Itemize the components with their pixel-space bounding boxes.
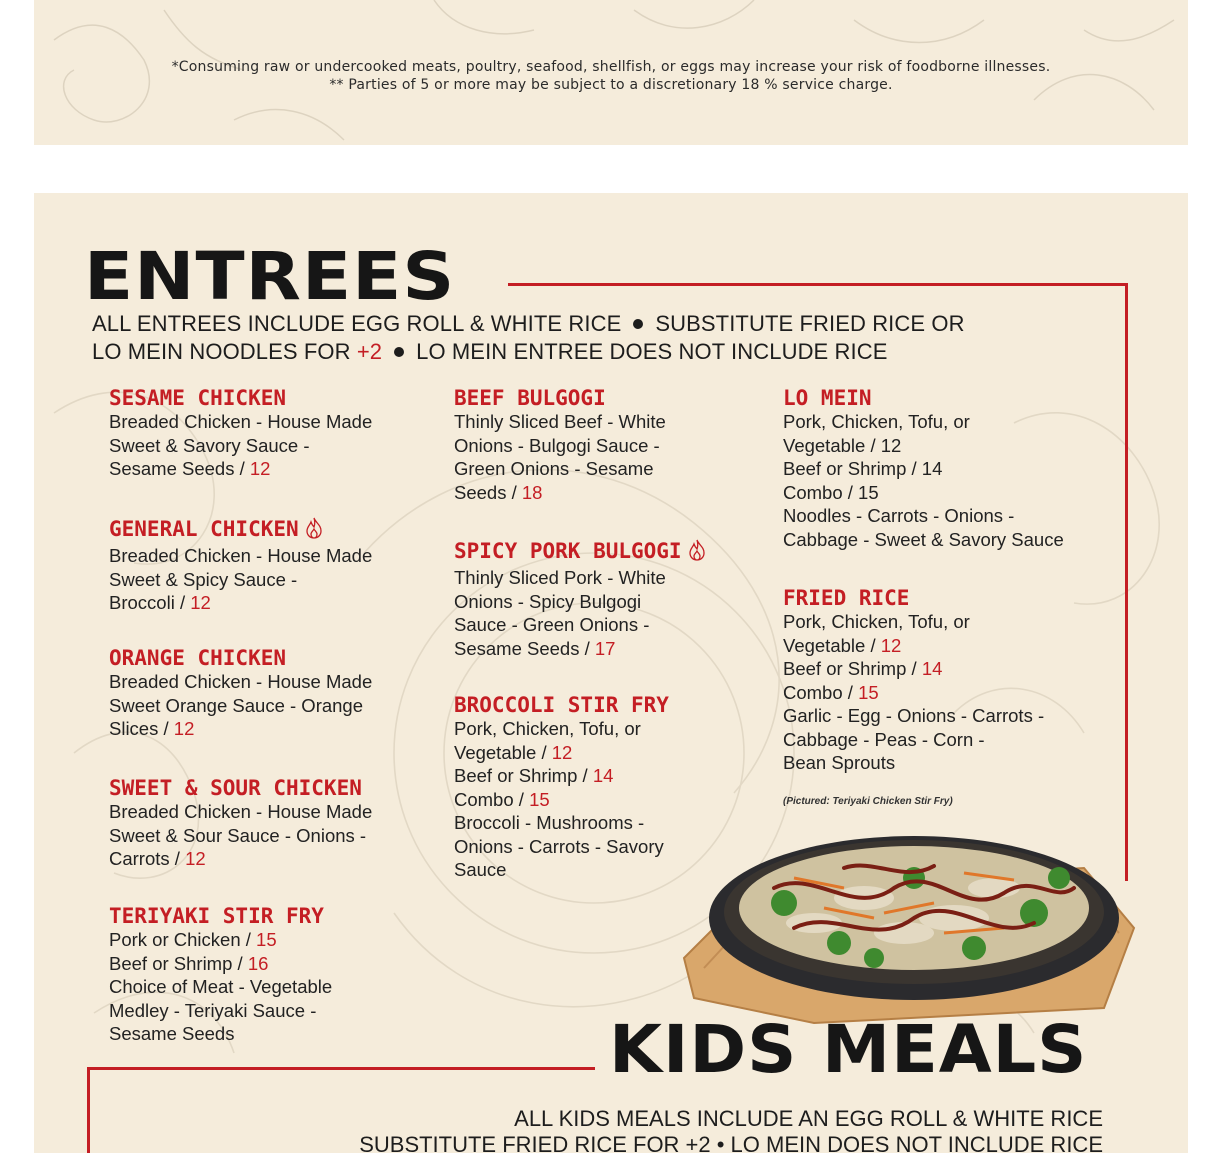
item-desc-text: Pork or Chicken / (109, 929, 257, 950)
menu-item-teriyaki-stir-fry (109, 904, 332, 1046)
item-description (109, 800, 372, 871)
item-desc-text: Breaded Chicken - House Made Sweet & Spicy Sauce - Broccoli / (109, 545, 373, 613)
item-desc-text: Pork, Chicken, Tofu, or (454, 718, 641, 739)
item-desc-text: Breaded Chicken - House Made Sweet & Sour Sauce - Onions - Carrots / (109, 801, 373, 869)
item-desc-text: Beef or Shrimp / (109, 952, 248, 974)
intro-text: LO MEIN NOODLES FOR (92, 339, 357, 364)
item-desc-text: Thinly Sliced Beef - White Onions - Bulgogi Sauce - Green Onions - Sesame Seeds / (454, 411, 666, 503)
bullet-icon (394, 347, 404, 357)
item-price: 15 (256, 929, 277, 950)
item-description (109, 410, 372, 481)
item-name: SESAME CHICKEN (109, 386, 287, 410)
item-name: BEEF BULGOGI (454, 386, 606, 410)
item-name: LO MEIN (783, 386, 872, 410)
item-name: FRIED RICE (783, 586, 910, 610)
kids-intro-line1: ALL KIDS MEALS INCLUDE AN EGG ROLL & WHITE RICE (514, 1106, 1103, 1131)
item-desc-text: Pork, Chicken, Tofu, or (783, 611, 970, 632)
item-desc-text: Combo / (783, 681, 859, 703)
menu-item-lo-mein (783, 386, 1064, 551)
menu-item-broccoli-stir-fry (454, 693, 669, 882)
item-name: TERIYAKI STIR FRY (109, 904, 324, 928)
upcharge-price: +2 (356, 339, 383, 364)
flame-icon (688, 539, 706, 566)
item-price: 15 (858, 681, 879, 703)
item-description (109, 544, 372, 615)
item-price: 14 (921, 658, 943, 679)
item-desc-text: Garlic - Egg - Onions - Carrots - Cabbage - Peas - Corn - Bean Sprouts (783, 705, 1045, 773)
item-price: 14 (592, 765, 614, 786)
item-description (454, 410, 666, 504)
kids-meals-title: KIDS MEALS (609, 1010, 1088, 1088)
item-name: ORANGE CHICKEN (109, 646, 287, 670)
entrees-intro-line1 (92, 311, 965, 337)
kids-intro-line2: SUBSTITUTE FRIED RICE FOR +2 • LO MEIN DOES NOT INCLUDE RICE (359, 1132, 1103, 1153)
item-description (454, 566, 706, 660)
entrees-frame-right (1125, 283, 1128, 881)
item-desc-text: Breaded Chicken - House Made Sweet Orange Sauce - Orange Slices / (109, 671, 373, 739)
item-name: BROCCOLI STIR FRY (454, 693, 669, 717)
item-desc-text: Vegetable / (783, 634, 881, 656)
item-price: 12 (185, 848, 206, 869)
item-price: 12 (249, 458, 271, 479)
item-desc-text: Beef or Shrimp / (454, 765, 593, 786)
menu-item-sweet-sour-chicken (109, 776, 372, 871)
teriyaki-chicken-stir-fry-photo (664, 808, 1144, 1028)
item-price: 17 (594, 637, 616, 659)
disclaimer-panel (34, 0, 1188, 145)
entrees-intro-line2 (92, 339, 888, 365)
kids-frame-top (87, 1067, 595, 1070)
intro-text: ALL ENTREES INCLUDE EGG ROLL & WHITE RICE (92, 311, 622, 336)
entrees-frame-top (508, 283, 1128, 286)
menu-item-general-chicken (109, 517, 372, 615)
item-price: 12 (551, 741, 573, 763)
item-name: GENERAL CHICKEN (109, 517, 299, 541)
intro-text: SUBSTITUTE FRIED RICE OR (655, 311, 965, 336)
item-price: 12 (190, 592, 211, 613)
menu-item-orange-chicken (109, 646, 372, 741)
item-name-row (109, 517, 372, 544)
item-description (454, 717, 669, 882)
service-charge-note: ** Parties of 5 or more may be subject to a discretionary 18 % service charge. (329, 77, 893, 93)
item-desc-text: Thinly Sliced Pork - White Onions - Spicy Bulgogi Sauce - Green Onions - Sesame Seeds / (454, 567, 666, 659)
item-name: SWEET & SOUR CHICKEN (109, 776, 362, 800)
item-desc-text: Choice of Meat - Vegetable Medley - Teriyaki Sauce - Sesame Seeds (109, 976, 333, 1044)
item-desc-text: Breaded Chicken - House Made Sweet & Savory Sauce - Sesame Seeds / (109, 411, 373, 479)
item-description (783, 610, 1044, 775)
item-description: Pork, Chicken, Tofu, or Vegetable / 12 Beef or Shrimp / 14 Combo / 15 Noodles - Carrots - Onions - Cabbage - Sweet & Savory Sauce (783, 411, 1064, 550)
bullet-icon (633, 319, 643, 329)
menu-item-beef-bulgogi (454, 386, 666, 504)
item-desc-text: Combo / (454, 788, 530, 810)
menu-item-fried-rice (783, 586, 1044, 775)
menu-item-spicy-pork-bulgogi (454, 539, 706, 660)
item-desc-text: Broccoli - Mushrooms - Onions - Carrots - Savory Sauce (454, 812, 664, 880)
kids-frame-left (87, 1067, 90, 1153)
flame-icon (305, 517, 323, 544)
item-name: SPICY PORK BULGOGI (454, 539, 682, 563)
item-price: 12 (173, 718, 195, 739)
entrees-panel (34, 193, 1188, 1153)
raw-food-disclaimer: *Consuming raw or undercooked meats, poultry, seafood, shellfish, or eggs may increase your risk of foodborne illnesses. (171, 59, 1051, 75)
menu-item-sesame-chicken (109, 386, 372, 481)
item-price: 15 (529, 788, 550, 810)
item-description (109, 928, 332, 1046)
intro-text: LO MEIN ENTREE DOES NOT INCLUDE RICE (416, 339, 888, 364)
entrees-title: ENTREES (84, 237, 456, 315)
item-price: 16 (247, 952, 269, 974)
item-desc-text: Vegetable / (454, 741, 552, 763)
item-price: 12 (880, 634, 902, 656)
item-description (109, 670, 372, 741)
item-desc-text: Beef or Shrimp / (783, 658, 922, 679)
item-price: 18 (521, 481, 543, 503)
photo-caption: (Pictured: Teriyaki Chicken Stir Fry) (783, 796, 953, 807)
item-name-row (454, 539, 706, 566)
